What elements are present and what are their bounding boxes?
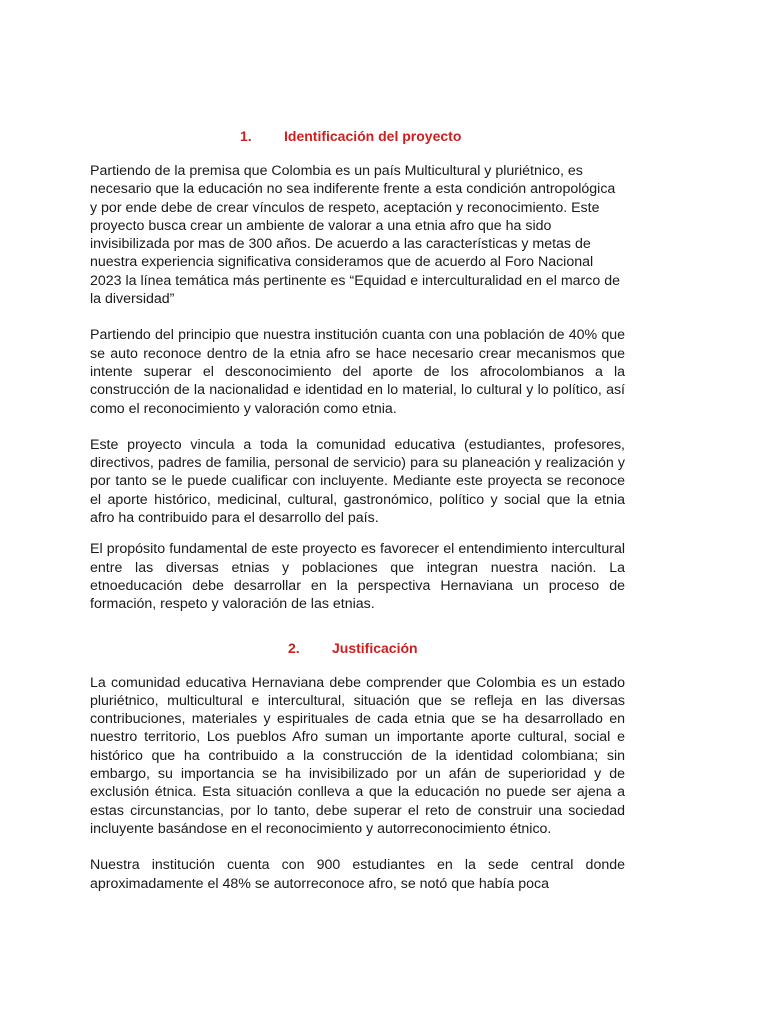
paragraph-premisa: Partiendo de la premisa que Colombia es un país Multicultural y pluriétnico, es necesario que la educación no sea indiferente frente a esta condición antropológica y por ende debe de crear vínculos de respeto, aceptación y reconocimiento. Este proyecto busca crear un ambiente de valorar a una etnia afro que ha sido invisibilizada por mas de 300 años. De acuerdo a las características y metas de nuestra experiencia significativa consideramos que de acuerdo al Foro Nacional 2023 la línea temática más pertinente es “Equidad e interculturalidad en el marco de la diversidad” bbox=[90, 163, 620, 308]
document-page bbox=[90, 126, 625, 893]
section-heading-identificacion bbox=[90, 126, 625, 146]
section-number: 2. bbox=[288, 639, 300, 656]
section-heading-justificacion bbox=[90, 638, 625, 658]
paragraph-proposito: El propósito fundamental de este proyecto es favorecer el entendimiento intercultural entre las diversas etnias y poblaciones que integran nuestra nación. La etnoeducación debe desarrollar en la perspectiva Hernaviana un proceso de formación, respeto y valoración de las etnias. bbox=[90, 541, 625, 613]
paragraph-institucion: Nuestra institución cuenta con 900 estudiantes en la sede central donde aproximadamente el 48% se autorreconoce afro, se notó que había poca bbox=[90, 857, 625, 892]
paragraph-principio: Partiendo del principio que nuestra institución cuanta con una población de 40% que se auto reconoce dentro de la etnia afro se hace necesario crear mecanismos que intente superar el desconocimiento del aporte de los afrocolombianos a la construcción de la nacionalidad e identidad en lo material, lo cultural y lo político, así como el reconocimiento y valoración como etnia. bbox=[90, 327, 625, 417]
section-title: Justificación bbox=[332, 639, 418, 656]
section-title: Identificación del proyecto bbox=[284, 128, 462, 144]
paragraph-justificacion: La comunidad educativa Hernaviana debe comprender que Colombia es un estado pluriétnico, multicultural e intercultural, situación que se refleja en las diversas contribuciones, materiales y espirituales de cada etnia que se ha desarrollado en nuestro territorio, Los pueblos Afro suman un importante aporte cultural, social e histórico que ha contribuido a la construcción de la identidad colombiana; sin embargo, su importancia se ha invisibilizado por un afán de superioridad y de exclusión étnica. Esta situación conlleva a que la educación no puede ser ajena a estas circunstancias, por lo tanto, debe superar el reto de construir una sociedad incluyente basándose en el reconocimiento y autorreconocimiento étnico. bbox=[90, 674, 625, 837]
section-number: 1. bbox=[240, 128, 252, 144]
paragraph-comunidad: Este proyecto vincula a toda la comunidad educativa (estudiantes, profesores, directivos, padres de familia, personal de servicio) para su planeación y realización y por tanto se le puede cualificar con incluyente. Mediante este proyecta se reconoce el aporte histórico, medicinal, cultural, gastronómico, político y social que la etnia afro ha contribuido para el desarrollo del país. bbox=[90, 436, 625, 527]
